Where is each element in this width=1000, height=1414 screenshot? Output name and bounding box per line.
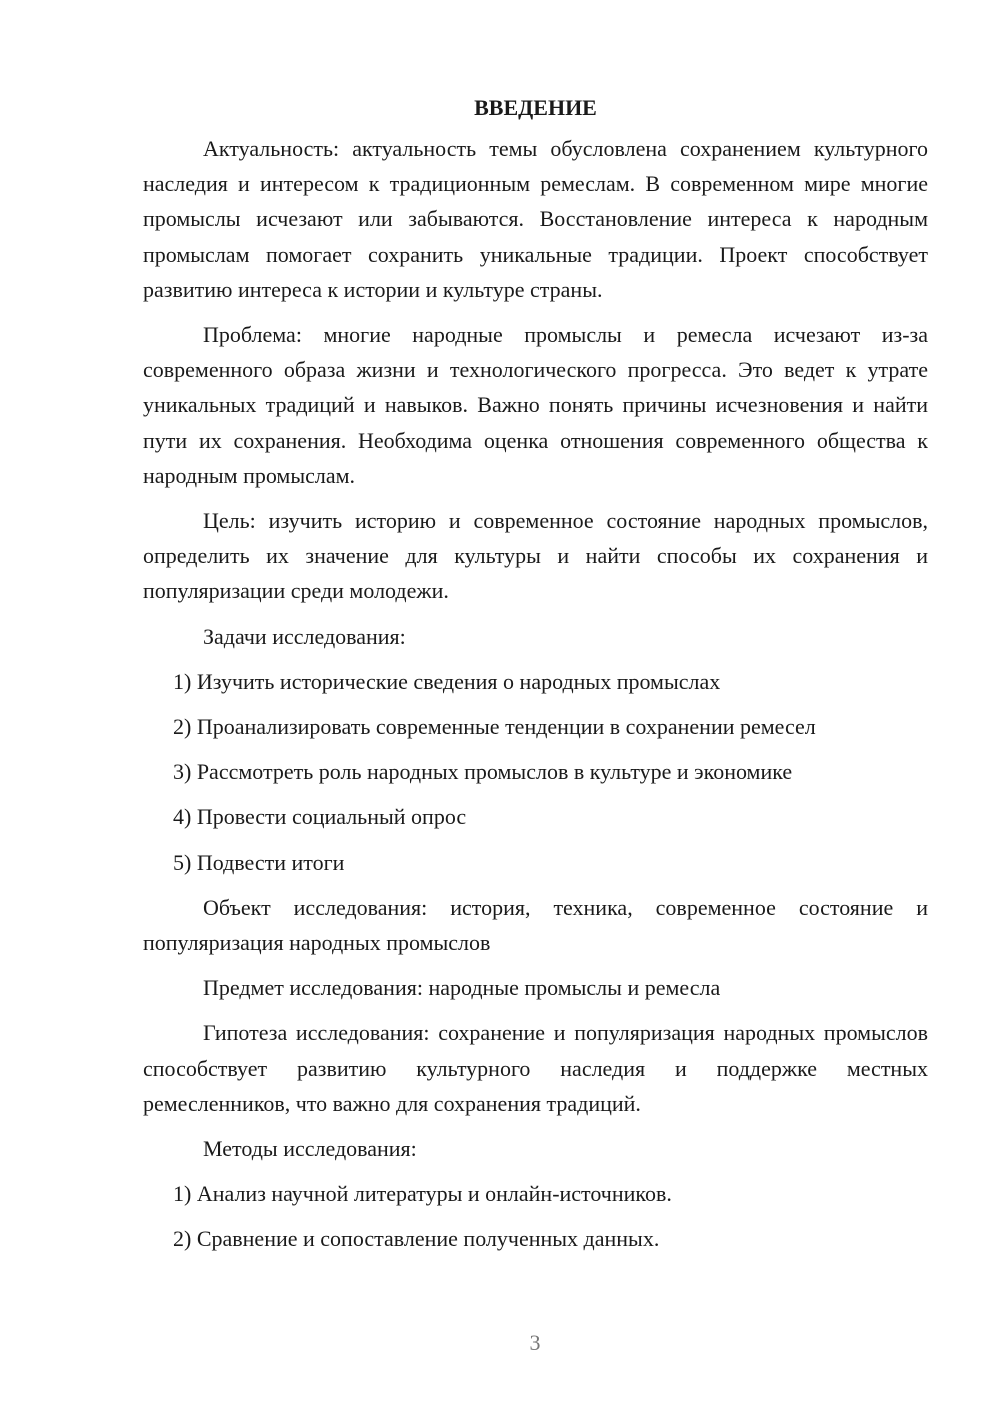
document-page — [143, 90, 928, 1267]
list-item: 1) Изучить исторические сведения о народных промыслах — [173, 668, 721, 694]
methods-list — [143, 1176, 928, 1256]
problem-paragraph: Проблема: многие народные промыслы и ремесла исчезают из-за современного образа жизни и технологического прогресса. Это ведет к утрате уникальных традиций и навыков. Важно понять причины исчезновения и найти пути их сохранения. Необходима оценка отношения современного общества к народным промыслам. — [143, 322, 928, 488]
goal-paragraph: Цель: изучить историю и современное состояние народных промыслов, определить их значение для культуры и найти способы их сохранения и популяризации среди молодежи. — [143, 508, 928, 604]
hypothesis-paragraph: Гипотеза исследования: сохранение и популяризация народных промыслов способствует развитию культурного наследия и поддержке местных ремесленников, что важно для сохранения традиций. — [143, 1020, 928, 1116]
methods-heading: Методы исследования: — [203, 1136, 417, 1162]
tasks-list — [143, 664, 928, 880]
list-item: 4) Провести социальный опрос — [173, 804, 467, 830]
page-number: 3 — [529, 1330, 541, 1355]
list-item: 5) Подвести итоги — [173, 849, 345, 875]
list-item: 2) Проанализировать современные тенденции в сохранении ремесел — [173, 714, 816, 740]
relevance-paragraph: Актуальность: актуальность темы обусловлена сохранением культурного наследия и интересом к традиционным ремеслам. В современном мире многие промыслы исчезают или забываются. Восстановление интереса к народным промыслам помогает сохранить уникальные традиции. Проект способствует развитию интереса к истории и культуре страны. — [143, 136, 928, 302]
list-item: 3) Рассмотреть роль народных промыслов в культуре и экономике — [173, 759, 793, 785]
list-item: 2) Сравнение и сопоставление полученных данных. — [173, 1226, 660, 1252]
page-title: ВВЕДЕНИЕ — [474, 95, 597, 120]
subject-paragraph: Предмет исследования: народные промыслы и ремесла — [203, 975, 721, 1001]
list-item: 1) Анализ научной литературы и онлайн-источников. — [173, 1181, 672, 1207]
object-paragraph: Объект исследования: история, техника, современное состояние и популяризация народных промыслов — [143, 894, 928, 956]
tasks-heading: Задачи исследования: — [203, 623, 406, 649]
